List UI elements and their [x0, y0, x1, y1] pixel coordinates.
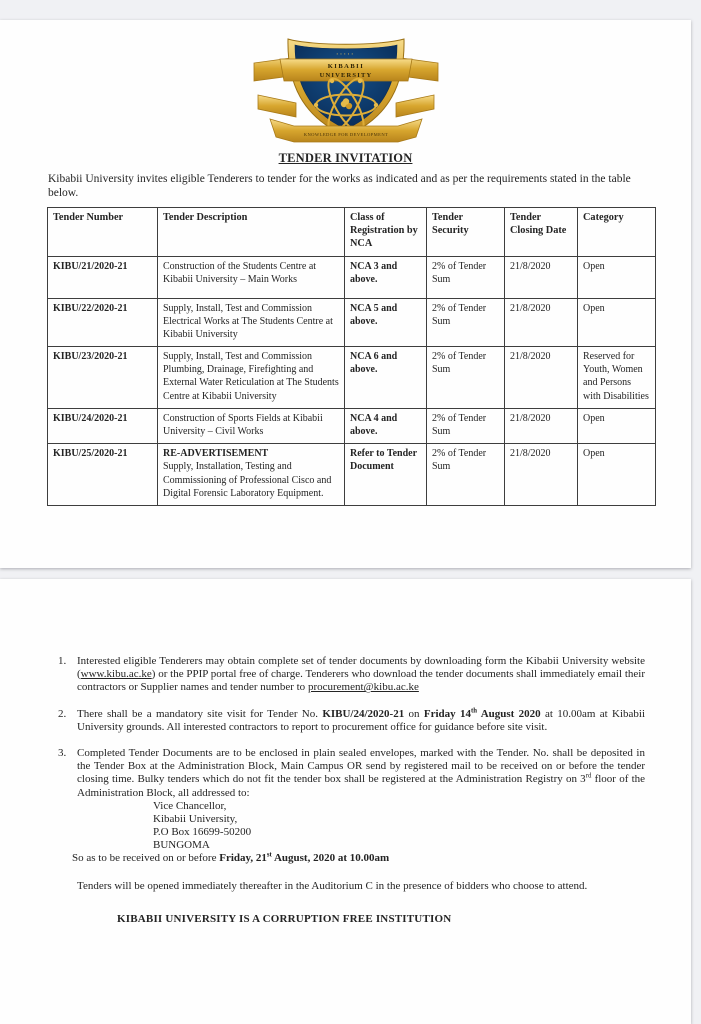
- tender-number-cell: KIBU/21/2020-21: [48, 256, 158, 298]
- svg-text:▪▪▪▪▪: ▪▪▪▪▪: [336, 52, 355, 56]
- address-line: P.O Box 16699-50200: [153, 826, 252, 839]
- header-class-registration: Class of Registration by NCA: [345, 208, 427, 257]
- closing-date-cell: 21/8/2020: [505, 256, 578, 298]
- tender-note-1: [58, 655, 645, 695]
- closing-date-cell: 21/8/2020: [505, 408, 578, 443]
- tender-description-cell: Supply, Install, Test and Commission Plumbing, Drainage, Firefighting and External Water Reticulation at The Students Centre at Kibabii University: [158, 347, 345, 409]
- header-tender-description: Tender Description: [158, 208, 345, 257]
- logo-motto: KNOWLEDGE FOR DEVELOPMENT: [303, 132, 388, 137]
- header-tender-security: Tender Security: [427, 208, 505, 257]
- header-category: Category: [578, 208, 656, 257]
- receive-deadline-line: So as to be received on or before Friday, 21st August, 2020 at 10.00am: [72, 851, 390, 865]
- category-cell: Open: [578, 298, 656, 347]
- table-row: [48, 256, 656, 298]
- header-tender-number: Tender Number: [48, 208, 158, 257]
- nca-class-cell: NCA 4 and above.: [345, 408, 427, 443]
- university-logo: [250, 33, 442, 150]
- tender-number-cell: KIBU/23/2020-21: [48, 347, 158, 409]
- nca-class-cell: Refer to Tender Document: [345, 444, 427, 506]
- tender-description-cell: Construction of the Students Centre at Kibabii University – Main Works: [158, 256, 345, 298]
- table-row: [48, 408, 656, 443]
- tender-description-cell: RE-ADVERTISEMENT Supply, Installation, Testing and Commissioning of Professional Cisco and Digital Forensic Laboratory Equipment.: [158, 444, 345, 506]
- intro-paragraph: Kibabii University invites eligible Tenderers to tender for the works as indicated and as per the requirements stated in the table below.: [48, 173, 631, 200]
- tender-note-3: [58, 747, 645, 800]
- category-cell: Open: [578, 444, 656, 506]
- tender-security-cell: 2% of Tender Sum: [427, 298, 505, 347]
- closing-date-cell: 21/8/2020: [505, 347, 578, 409]
- category-cell: Open: [578, 408, 656, 443]
- logo-name-line2: UNIVERSITY: [319, 72, 372, 79]
- table-header-row: [48, 208, 656, 257]
- corruption-free-statement: KIBABII UNIVERSITY IS A CORRUPTION FREE INSTITUTION: [117, 912, 452, 925]
- table-row: [48, 444, 656, 506]
- nca-class-cell: NCA 5 and above.: [345, 298, 427, 347]
- document-page-2: [0, 579, 691, 1024]
- tender-description-cell: Construction of Sports Fields at Kibabii University – Civil Works: [158, 408, 345, 443]
- tender-number-cell: KIBU/22/2020-21: [48, 298, 158, 347]
- tender-description-cell: Supply, Install, Test and Commission Electrical Works at The Students Centre at Kibabii University: [158, 298, 345, 347]
- note-text: Interested eligible Tenderers may obtain complete set of tender documents by downloading form the Kibabii University website (www.kibu.ac.ke) or the PPIP portal free of charge. Tenderers who download the tender documents shall immediately email their contractors or Supplier names and tender number to procurement@kibu.ac.ke: [77, 655, 645, 694]
- list-number: 1.: [58, 655, 67, 667]
- table-row: [48, 347, 656, 409]
- tender-note-2: [58, 708, 645, 734]
- tender-security-cell: 2% of Tender Sum: [427, 347, 505, 409]
- tender-opening-paragraph: Tenders will be opened immediately thereafter in the Auditorium C in the presence of bidders who choose to attend.: [77, 879, 588, 892]
- tender-number-cell: KIBU/24/2020-21: [48, 408, 158, 443]
- note-text: Completed Tender Documents are to be enclosed in plain sealed envelopes, marked with the Tender. No. shall be deposited in the Tender Box at the Administration Block, Main Campus OR send by registered mail to be received on or before the tender closing time. Bulky tenders which do not fit the tender box shall be registered at the Administration Registry on 3rd floor of the Administration Block, all addressed to:: [77, 746, 646, 799]
- tender-table: [47, 207, 656, 506]
- address-line: Kibabii University,: [153, 812, 238, 825]
- category-cell: Reserved for Youth, Women and Persons with Disabilities: [578, 347, 656, 409]
- address-line: BUNGOMA: [153, 839, 210, 852]
- nca-class-cell: NCA 6 and above.: [345, 347, 427, 409]
- tender-security-cell: 2% of Tender Sum: [427, 256, 505, 298]
- address-line: Vice Chancellor,: [153, 799, 227, 812]
- closing-date-cell: 21/8/2020: [505, 298, 578, 347]
- tender-number-cell: KIBU/25/2020-21: [48, 444, 158, 506]
- note-text: There shall be a mandatory site visit for Tender No. KIBU/24/2020-21 on Friday 14th August 2020 at 10.00am at Kibabii University grounds. All interested contractors to report to procurement office for guidance before site visit.: [77, 706, 645, 733]
- document-page-1: [0, 20, 691, 568]
- category-cell: Open: [578, 256, 656, 298]
- logo-name-line1: KIBABII: [327, 63, 364, 70]
- list-number: 3.: [58, 746, 67, 759]
- page-title: TENDER INVITATION: [278, 151, 413, 165]
- list-number: 2.: [58, 707, 67, 720]
- tender-security-cell: 2% of Tender Sum: [427, 408, 505, 443]
- logo-shield-icon: [250, 33, 442, 145]
- tender-security-cell: 2% of Tender Sum: [427, 444, 505, 506]
- table-row: [48, 298, 656, 347]
- header-closing-date: Tender Closing Date: [505, 208, 578, 257]
- nca-class-cell: NCA 3 and above.: [345, 256, 427, 298]
- closing-date-cell: 21/8/2020: [505, 444, 578, 506]
- postal-address: [153, 800, 645, 853]
